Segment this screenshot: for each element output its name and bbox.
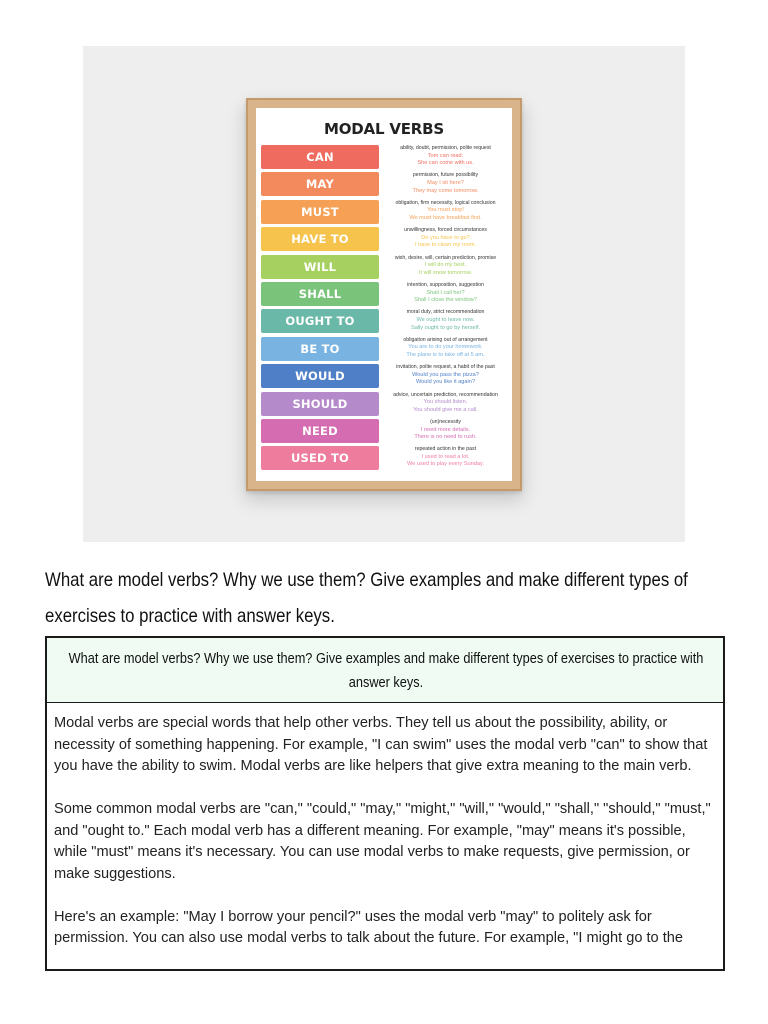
modal-verb-example: It will snow tomorrow. <box>418 269 473 276</box>
modal-verb-usage: ability, doubt, permission, polite request <box>400 145 491 151</box>
poster-rows <box>261 144 508 473</box>
modal-verb-label: MUST <box>261 200 379 224</box>
modal-verb-usage: (un)necessity <box>430 418 461 425</box>
modal-verb-example: I will do my best. <box>424 262 467 269</box>
modal-verb-example: Do you have to go? <box>421 234 470 241</box>
modal-verb-example: Would you like it again? <box>416 379 475 386</box>
modal-verb-example: We must have breakfast first. <box>409 214 482 221</box>
modal-verb-description <box>383 364 508 387</box>
modal-verb-usage: wish, desire, will, certain prediction, promise <box>394 254 497 261</box>
modal-verb-example: We ought to leave now. <box>416 316 475 323</box>
modal-verb-usage: intention, supposition, suggestion <box>407 281 484 288</box>
modal-verb-description <box>383 255 508 278</box>
page-headline: What are model verbs? Why we use them? Give examples and make different types of exercises to practice with answer keys. <box>45 569 688 627</box>
poster-row <box>261 171 508 198</box>
modal-verb-example: I need more details. <box>420 426 471 433</box>
poster-row <box>261 308 508 335</box>
qa-box <box>45 636 725 971</box>
poster-row <box>261 254 508 281</box>
qa-question-header <box>47 638 723 703</box>
modal-verb-example: Shall I call her? <box>426 289 465 296</box>
modal-verb-usage: obligation, firm necessity, logical conclusion <box>395 199 496 206</box>
qa-question: What are model verbs? Why we use them? Give examples and make different types of exercises to practice with answer keys. <box>68 650 704 691</box>
modal-verb-description <box>383 309 508 332</box>
modal-verb-example: Tom can read. <box>427 152 464 159</box>
modal-verb-example: You are to do your homework. <box>408 344 483 351</box>
modal-verb-usage: obligation arising out of arrangement <box>403 336 488 343</box>
hero-image <box>83 46 685 542</box>
modal-verb-usage: advice, uncertain prediction, recommendation <box>393 391 498 398</box>
modal-verb-label: MAY <box>261 172 379 196</box>
modal-verb-example: She can come with us. <box>417 160 474 167</box>
modal-verb-description <box>383 282 508 305</box>
poster-frame <box>246 98 522 491</box>
modal-verb-label: WILL <box>261 255 379 279</box>
answer-paragraph: Some common modal verbs are "can," "could," "may," "might," "will," "would," "shall," "should," "must," and "ought to." Each modal verb has a different meaning. For example, "may" means it's possible, while "must" means it's necessary. You can use modal verbs to make requests, give permission, or make suggestions. <box>54 801 711 882</box>
modal-verb-usage: permission, future possibility <box>412 172 479 179</box>
poster-title: MODAL VERBS <box>324 120 444 138</box>
poster-row <box>261 144 508 171</box>
modal-verb-label: BE TO <box>261 337 379 361</box>
poster-row <box>261 363 508 390</box>
modal-verb-description <box>383 172 508 195</box>
modal-verbs-poster <box>256 108 512 481</box>
modal-verb-description <box>383 227 508 250</box>
modal-verb-label: HAVE TO <box>261 227 379 251</box>
poster-row <box>261 391 508 418</box>
modal-verb-example: Would you pass the pizza? <box>412 371 479 378</box>
modal-verb-description <box>383 200 508 223</box>
poster-row <box>261 336 508 363</box>
modal-verb-example: You must stop! <box>427 207 464 214</box>
poster-row <box>261 281 508 308</box>
modal-verb-usage: moral duty, strict recommendation <box>406 309 485 316</box>
modal-verb-example: May I sit here? <box>427 179 464 186</box>
modal-verb-example: There is no need to rush. <box>414 434 477 441</box>
modal-verb-example: You should listen. <box>423 399 468 406</box>
poster-row <box>261 199 508 226</box>
modal-verb-label: SHALL <box>261 282 379 306</box>
poster-row <box>261 445 508 472</box>
modal-verb-example: Shall I close the window? <box>414 297 477 304</box>
modal-verb-description <box>383 145 508 168</box>
poster-row <box>261 418 508 445</box>
modal-verb-example: I used to read a lot. <box>421 453 470 460</box>
modal-verb-usage: repeated action in the past <box>414 446 477 453</box>
qa-answer <box>47 703 723 950</box>
modal-verb-description <box>383 446 508 469</box>
modal-verb-description <box>383 337 508 360</box>
modal-verb-label: CAN <box>261 145 379 169</box>
modal-verb-example: You should give me a call. <box>413 406 478 413</box>
poster-row <box>261 226 508 253</box>
modal-verb-example: They may come tomorrow. <box>412 187 479 194</box>
modal-verb-description <box>383 419 508 442</box>
modal-verb-label: OUGHT TO <box>261 309 379 333</box>
modal-verb-label: NEED <box>261 419 379 443</box>
modal-verb-description <box>383 392 508 415</box>
answer-paragraph: Here's an example: "May I borrow your pencil?" uses the modal verb "may" to politely ask for permission. You can also use modal verbs to talk about the future. For example, "I might go to the <box>54 908 684 946</box>
modal-verb-label: SHOULD <box>261 392 379 416</box>
modal-verb-example: I have to clean my room. <box>414 242 477 249</box>
modal-verb-label: USED TO <box>261 446 379 470</box>
modal-verb-example: The plane is to take off at 5 am. <box>406 351 485 358</box>
answer-paragraph: Modal verbs are special words that help other verbs. They tell us about the possibility, ability, or necessity of something happening. For example, "I can swim" uses the modal verb "can" to show that you have the ability to swim. Modal verbs are like helpers that give extra meaning to the main verb. <box>54 715 708 774</box>
modal-verb-label: WOULD <box>261 364 379 388</box>
modal-verb-usage: unwillingness, forced circumstances <box>404 227 487 234</box>
modal-verb-example: Sally ought to go by herself. <box>410 324 481 331</box>
modal-verb-example: We used to play every Sunday. <box>407 461 484 468</box>
modal-verb-usage: invitation, polite request, a habit of the past <box>396 364 495 371</box>
